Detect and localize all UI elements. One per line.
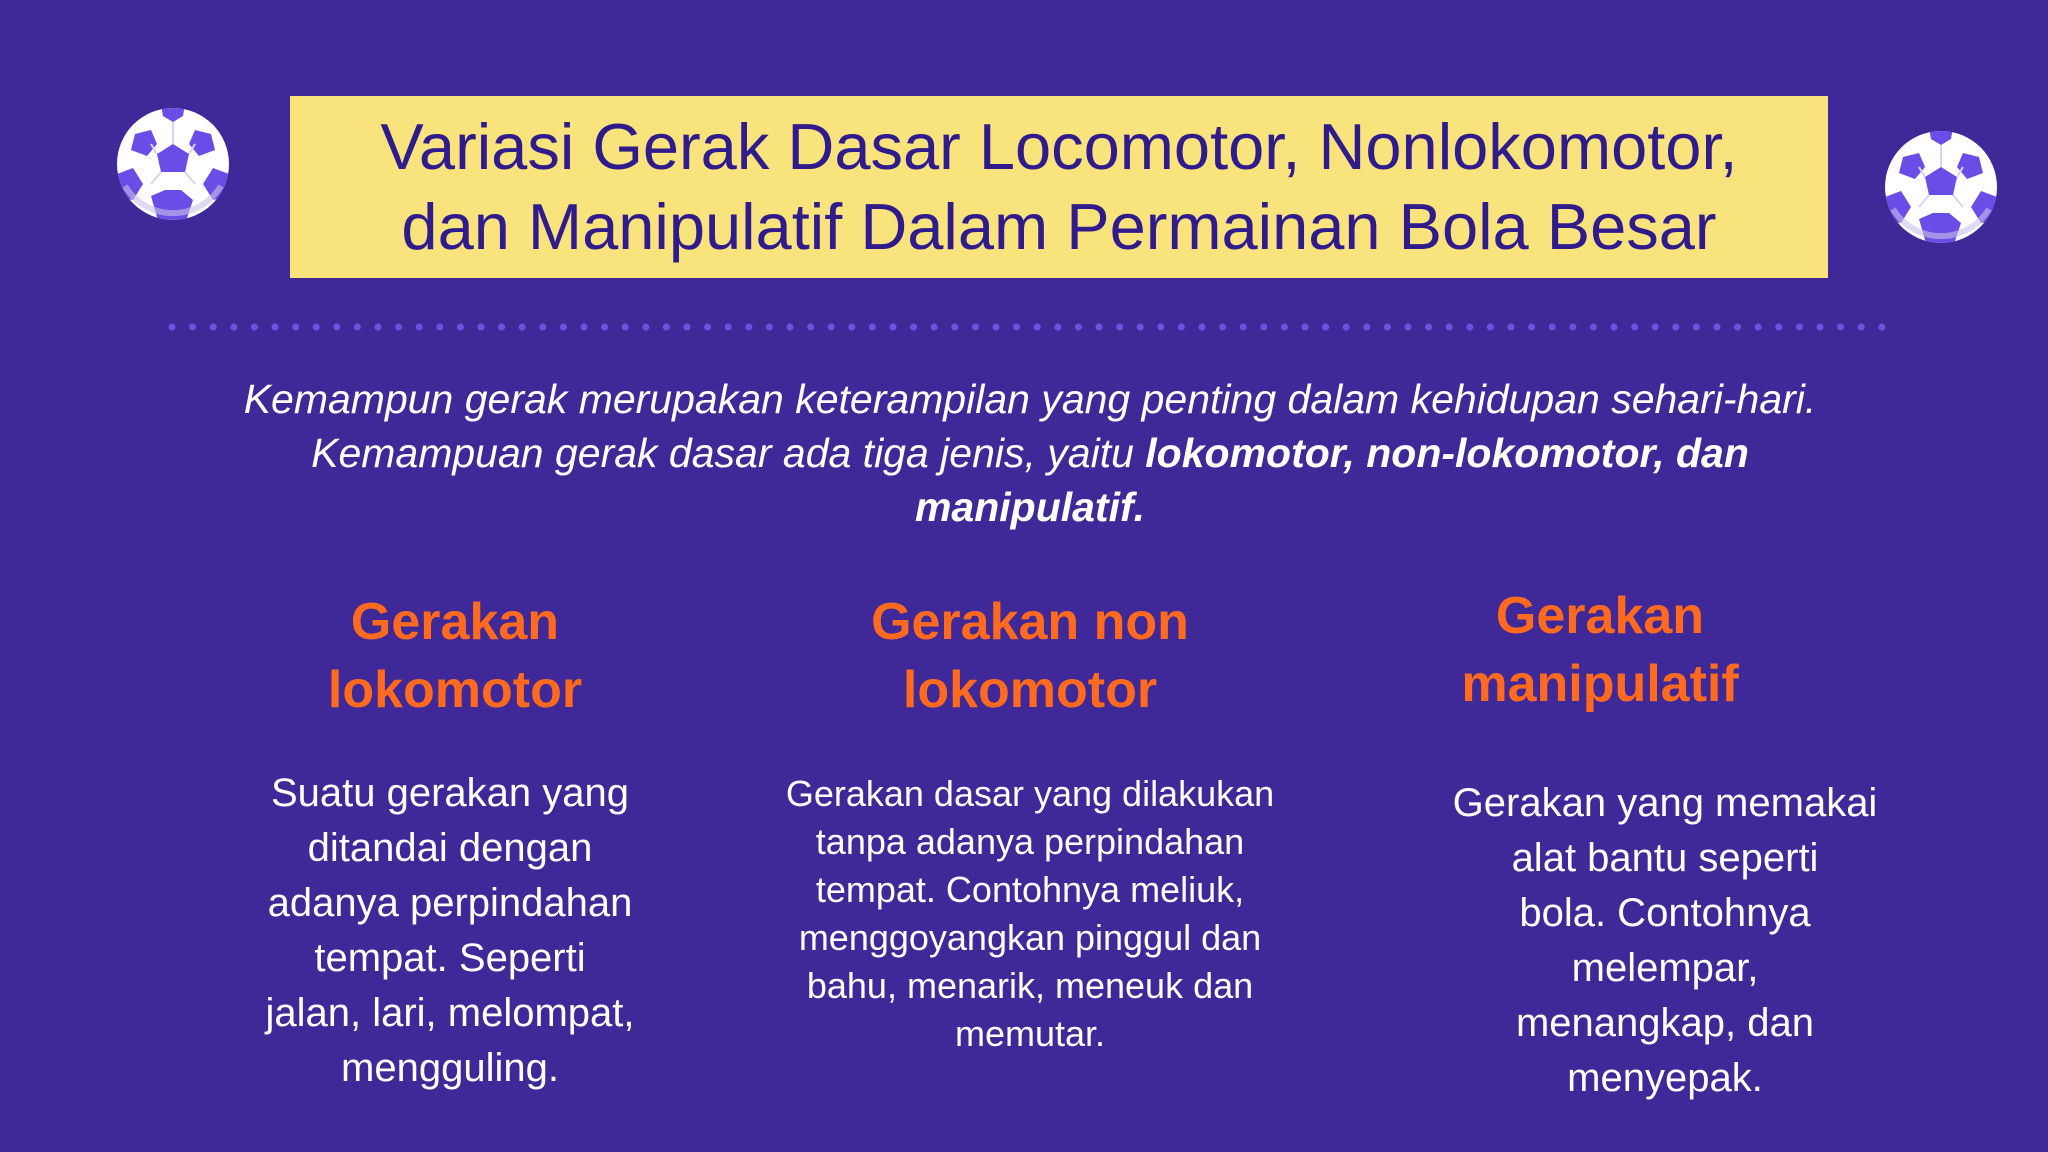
heading-line: manipulatif [1461, 655, 1739, 713]
body-line: menangkap, dan [1515, 1001, 1814, 1045]
body-line: tanpa adanya perpindahan [815, 821, 1245, 862]
body-lokomotor [200, 766, 700, 1096]
heading-line: Gerakan [350, 593, 560, 651]
body-line: melempar, [1571, 946, 1759, 990]
heading-line: lokomotor [327, 661, 583, 719]
intro-line-2-bold: lokomotor, non-lokomotor, dan [1145, 430, 1749, 476]
body-line: bola. Contohnya [1519, 891, 1811, 935]
body-line: alat bantu seperti [1511, 836, 1819, 880]
body-line: memutar. [954, 1013, 1106, 1054]
heading-line: Gerakan non [871, 593, 1189, 651]
body-non-lokomotor [710, 770, 1350, 1058]
body-line: adanya perpindahan [267, 881, 633, 925]
body-line: Gerakan dasar yang dilakukan [785, 773, 1275, 814]
body-line: tempat. Seperti [314, 936, 586, 980]
title-line-1: Variasi Gerak Dasar Locomotor, Nonlokomotor, [380, 110, 1738, 183]
soccer-ball-icon [113, 104, 233, 224]
heading-line: Gerakan [1495, 587, 1705, 645]
body-line: jalan, lari, melompat, [265, 991, 635, 1035]
body-line: Gerakan yang memakai [1452, 781, 1878, 825]
intro-line-2: Kemampuan gerak dasar ada tiga jenis, yaitu [311, 430, 1146, 476]
soccer-ball-icon [1881, 127, 2001, 247]
intro-paragraph [150, 372, 1910, 534]
dotted-divider [168, 323, 1888, 331]
body-line: ditandai dengan [307, 826, 593, 870]
intro-line-1: Kemampun gerak merupakan keterampilan yang penting dalam kehidupan sehari-hari. [243, 376, 1817, 422]
body-manipulatif [1370, 776, 1960, 1106]
heading-lokomotor [240, 588, 670, 724]
heading-line: lokomotor [902, 661, 1158, 719]
body-line: mengguling. [341, 1046, 559, 1090]
body-line: tempat. Contohnya meliuk, [815, 869, 1245, 910]
slide-title [309, 107, 1809, 267]
body-line: Suatu gerakan yang [270, 771, 630, 815]
body-line: menyepak. [1567, 1056, 1763, 1100]
body-line: bahu, menarik, meneuk dan [806, 965, 1254, 1006]
heading-non-lokomotor [780, 588, 1280, 724]
title-box [290, 96, 1828, 278]
body-line: menggoyangkan pinggul dan [798, 917, 1262, 958]
title-line-2: dan Manipulatif Dalam Permainan Bola Besar [401, 190, 1717, 263]
intro-line-3-bold: manipulatif. [914, 484, 1146, 530]
heading-manipulatif [1360, 582, 1840, 718]
